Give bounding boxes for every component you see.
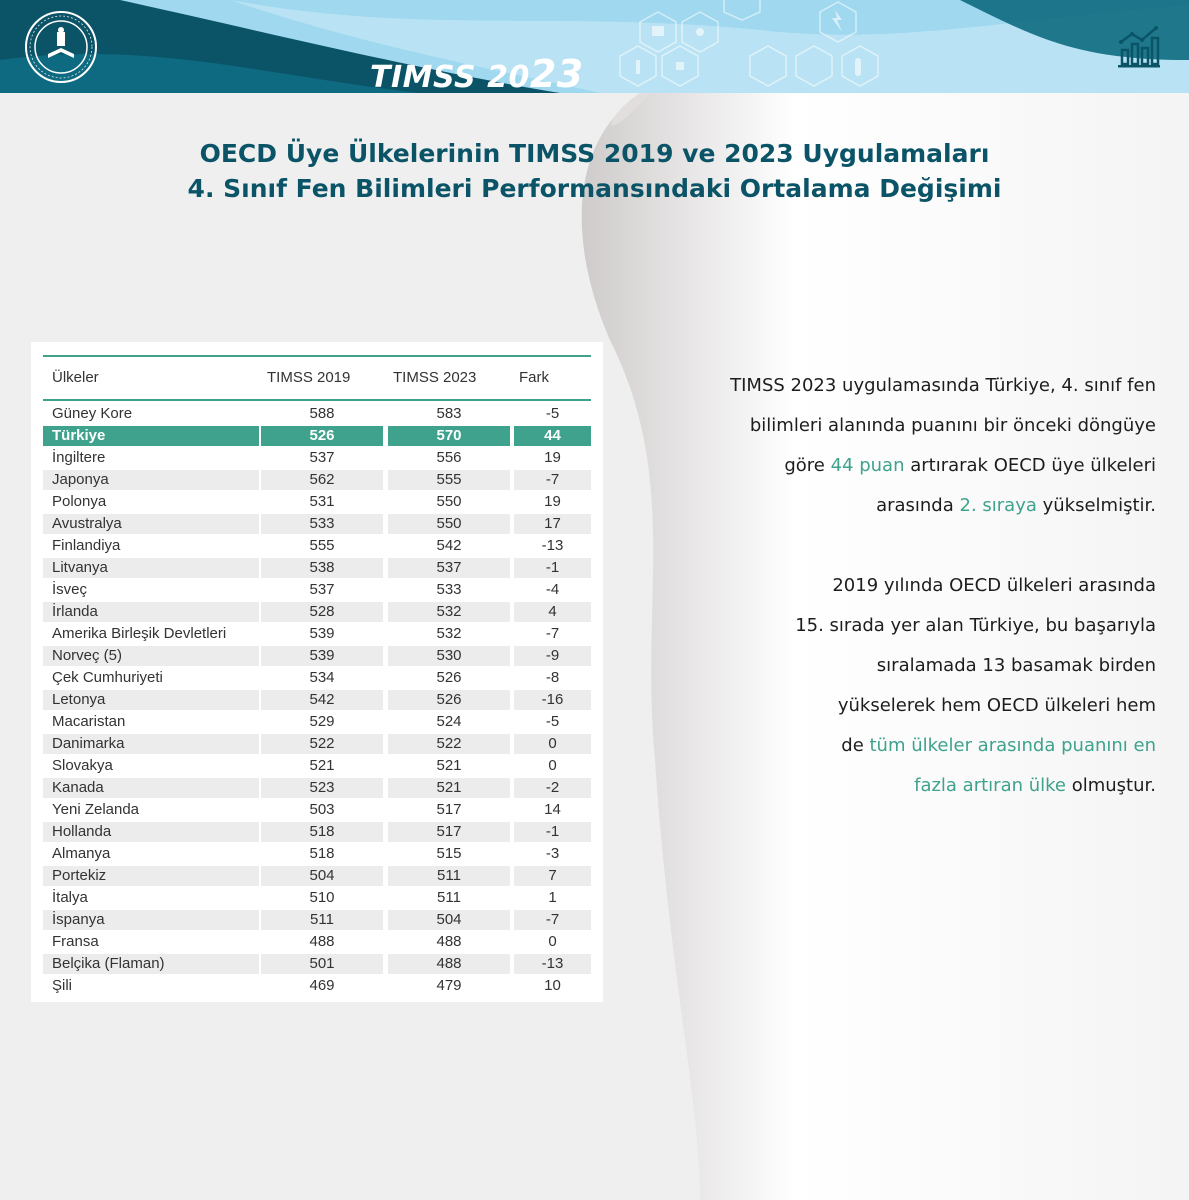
- timss-2023-cell: 517: [388, 822, 510, 842]
- timss-2023-cell: 522: [388, 734, 510, 754]
- timss-2019-cell: 537: [309, 449, 335, 466]
- text-line: fazla artıran ülke olmuştur.: [914, 775, 1156, 796]
- timss-2023-cell: 521: [388, 778, 510, 798]
- difference-cell: -5: [545, 405, 560, 422]
- difference-cell: 0: [548, 933, 557, 950]
- text-line: yükselerek hem OECD ülkeleri hem: [837, 695, 1156, 716]
- timss-2023-cell: 537: [388, 558, 510, 578]
- difference-cell: 0: [514, 734, 591, 754]
- table-row: [43, 776, 591, 798]
- timss-2023-cell: 530: [388, 646, 510, 666]
- header-banner: [0, 0, 1189, 93]
- difference-cell: 0: [548, 757, 557, 774]
- results-table-card: [31, 342, 603, 1002]
- timss-2019-cell: 538: [261, 558, 383, 578]
- timss-2023-cell: 556: [436, 449, 462, 466]
- country-cell: Danimarka: [43, 734, 259, 754]
- header-timss-2019: TIMSS 2019: [267, 369, 351, 386]
- difference-cell: -1: [514, 558, 591, 578]
- table-row: [43, 798, 591, 820]
- country-cell: Hollanda: [43, 822, 259, 842]
- timss-2019-cell: 588: [309, 405, 335, 422]
- difference-cell: 10: [544, 977, 561, 994]
- timss-2023-cell: 533: [436, 581, 462, 598]
- country-cell: Norveç (5): [43, 646, 259, 666]
- table-row: [43, 842, 591, 864]
- table-row: [43, 688, 591, 710]
- timss-2023-cell: 550: [388, 514, 510, 534]
- country-cell: İngiltere: [52, 449, 106, 466]
- difference-cell: -7: [514, 910, 591, 930]
- table-row: [43, 534, 591, 556]
- country-cell: Yeni Zelanda: [52, 801, 140, 818]
- difference-cell: 44: [514, 426, 591, 446]
- timss-2019-cell: 542: [261, 690, 383, 710]
- difference-cell: -16: [514, 690, 591, 710]
- bar-chart-icon: [1118, 24, 1160, 68]
- timss-2019-cell: 522: [261, 734, 383, 754]
- timss-2019-cell: 488: [309, 933, 335, 950]
- timss-2019-cell: 504: [261, 866, 383, 886]
- table-row: [43, 644, 591, 666]
- difference-cell: -3: [545, 845, 560, 862]
- table-row: [43, 446, 591, 468]
- difference-cell: -9: [514, 646, 591, 666]
- table-row: [43, 600, 591, 622]
- difference-cell: -1: [514, 822, 591, 842]
- country-cell: Kanada: [43, 778, 259, 798]
- timss-2023-cell: 488: [436, 933, 462, 950]
- text-line: sıralamada 13 basamak birden: [876, 655, 1156, 676]
- difference-cell: 14: [544, 801, 561, 818]
- country-cell: Şili: [52, 977, 73, 994]
- timss-2023-cell: 526: [436, 669, 462, 686]
- timss-2019-cell: 523: [261, 778, 383, 798]
- text-line: arasında 2. sıraya yükselmiştir.: [876, 495, 1156, 516]
- country-cell: Belçika (Flaman): [43, 954, 259, 974]
- timss-2023-cell: 526: [388, 690, 510, 710]
- table-row: [43, 578, 591, 600]
- country-cell: Almanya: [52, 845, 111, 862]
- highlight-rank: 2. sıraya: [959, 495, 1037, 516]
- country-cell: Litvanya: [43, 558, 259, 578]
- header-country: Ülkeler: [52, 369, 99, 386]
- timss-2023-cell: 570: [388, 426, 510, 446]
- country-cell: Portekiz: [43, 866, 259, 886]
- timss-2023-cell: 511: [388, 866, 510, 886]
- timss-2019-cell: 526: [261, 426, 383, 446]
- timss-2019-cell: 539: [261, 646, 383, 666]
- table-row: [43, 754, 591, 776]
- page-title-line-2: 4. Sınıf Fen Bilimleri Performansındaki Ortalama Değişimi: [187, 174, 1002, 203]
- highlight-most-increase: fazla artıran ülke: [914, 775, 1066, 796]
- country-cell: Fransa: [52, 933, 99, 950]
- difference-cell: 4: [514, 602, 591, 622]
- summary-paragraph-1: [636, 366, 1156, 526]
- summary-paragraph-2: [636, 566, 1156, 806]
- country-cell: İspanya: [43, 910, 259, 930]
- table-row: [43, 930, 591, 952]
- country-cell: İrlanda: [43, 602, 259, 622]
- country-cell: Avustralya: [43, 514, 259, 534]
- timss-2019-cell: 537: [309, 581, 335, 598]
- timss-2023-cell: 515: [436, 845, 462, 862]
- country-cell: İtalya: [52, 889, 88, 906]
- header-timss-2023: TIMSS 2023: [393, 369, 477, 386]
- highlight-44-points: 44 puan: [830, 455, 905, 476]
- difference-cell: 19: [544, 449, 561, 466]
- table-row: [43, 732, 591, 754]
- table-row: [43, 424, 591, 446]
- timss-2019-cell: 528: [261, 602, 383, 622]
- timss-2019-cell: 539: [309, 625, 335, 642]
- timss-2023-cell: 517: [436, 801, 462, 818]
- table-header: [43, 355, 591, 401]
- country-cell: Macaristan: [52, 713, 126, 730]
- difference-cell: 17: [514, 514, 591, 534]
- text-line: 2019 yılında OECD ülkeleri arasında: [832, 575, 1156, 596]
- timss-2023-cell: 532: [436, 625, 462, 642]
- timss-2019-cell: 511: [261, 910, 383, 930]
- header-difference: Fark: [519, 369, 549, 386]
- page-title-line-1: OECD Üye Ülkelerinin TIMSS 2019 ve 2023 Uygulamaları: [199, 139, 990, 168]
- table-row: [43, 886, 591, 908]
- table-row: [43, 556, 591, 578]
- timss-2019-cell: 562: [261, 470, 383, 490]
- table-body: [43, 402, 591, 996]
- table-row: [43, 666, 591, 688]
- timss-2023-cell: 479: [436, 977, 462, 994]
- timss-2023-cell: 532: [388, 602, 510, 622]
- highlight-all-countries: tüm ülkeler arasında puanını en: [869, 735, 1156, 756]
- timss-2019-cell: 529: [309, 713, 335, 730]
- banner-background: [0, 0, 1189, 93]
- table-row: [43, 512, 591, 534]
- table-row: [43, 402, 591, 424]
- country-cell: Finlandiya: [52, 537, 121, 554]
- timss-2019-cell: 533: [261, 514, 383, 534]
- timss-2023-cell: 504: [388, 910, 510, 930]
- country-cell: Çek Cumhuriyeti: [52, 669, 163, 686]
- timss-2019-cell: 531: [309, 493, 335, 510]
- brand-wordmark: TIMSS 2023: [370, 52, 584, 93]
- timss-2019-cell: 510: [309, 889, 335, 906]
- timss-2019-cell: 501: [261, 954, 383, 974]
- country-cell: Amerika Birleşik Devletleri: [52, 625, 227, 642]
- timss-2019-cell: 521: [309, 757, 335, 774]
- table-row: [43, 490, 591, 512]
- country-cell: Japonya: [43, 470, 259, 490]
- timss-2019-cell: 469: [309, 977, 335, 994]
- text-line: bilimleri alanında puanını bir önceki döngüye: [749, 415, 1156, 436]
- timss-2023-cell: 511: [437, 889, 461, 906]
- table-row: [43, 952, 591, 974]
- difference-cell: -13: [514, 954, 591, 974]
- difference-cell: 19: [544, 493, 561, 510]
- difference-cell: -4: [545, 581, 560, 598]
- country-cell: Polonya: [52, 493, 107, 510]
- difference-cell: -7: [514, 470, 591, 490]
- timss-2019-cell: 518: [309, 845, 335, 862]
- difference-cell: -8: [545, 669, 560, 686]
- country-cell: Letonya: [43, 690, 259, 710]
- text-line: göre 44 puan artırarak OECD üye ülkeleri: [784, 455, 1156, 476]
- country-cell: Slovakya: [52, 757, 113, 774]
- timss-2019-cell: 534: [309, 669, 335, 686]
- country-cell: Türkiye: [43, 426, 259, 446]
- timss-2023-cell: 555: [388, 470, 510, 490]
- timss-2023-cell: 542: [436, 537, 462, 554]
- timss-2019-cell: 503: [309, 801, 335, 818]
- country-cell: İsveç: [52, 581, 88, 598]
- table-row: [43, 468, 591, 490]
- ministry-seal-logo: [24, 10, 98, 84]
- table-row: [43, 710, 591, 732]
- timss-2023-cell: 488: [388, 954, 510, 974]
- difference-cell: -7: [545, 625, 560, 642]
- table-row: [43, 908, 591, 930]
- country-cell: Güney Kore: [52, 405, 133, 422]
- timss-2019-cell: 518: [261, 822, 383, 842]
- timss-2023-cell: 521: [436, 757, 462, 774]
- text-line: 15. sırada yer alan Türkiye, bu başarıyla: [795, 615, 1156, 636]
- timss-2023-cell: 524: [436, 713, 462, 730]
- difference-cell: 7: [514, 866, 591, 886]
- timss-2019-cell: 555: [309, 537, 335, 554]
- table-row: [43, 622, 591, 644]
- timss-2023-cell: 550: [436, 493, 462, 510]
- difference-cell: -2: [514, 778, 591, 798]
- difference-cell: 1: [548, 889, 557, 906]
- text-line: de tüm ülkeler arasında puanını en: [841, 735, 1156, 756]
- table-row: [43, 974, 591, 996]
- table-row: [43, 864, 591, 886]
- timss-2023-cell: 583: [436, 405, 462, 422]
- difference-cell: -13: [541, 537, 564, 554]
- difference-cell: -5: [545, 713, 560, 730]
- text-line: TIMSS 2023 uygulamasında Türkiye, 4. sınıf fen: [730, 375, 1156, 396]
- table-row: [43, 820, 591, 842]
